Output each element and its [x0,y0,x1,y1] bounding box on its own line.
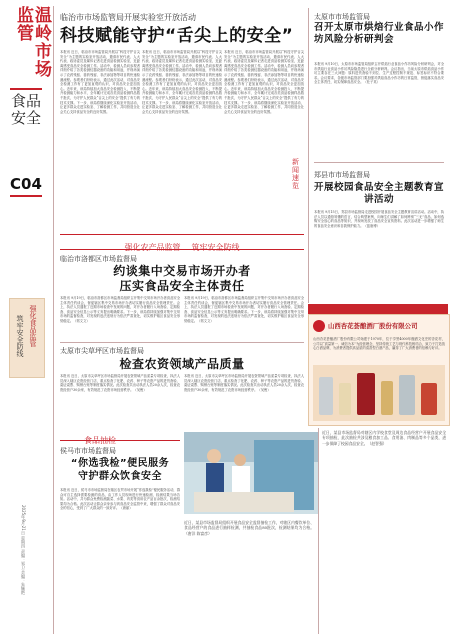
article6-headline: “你选我检”便民服务 [70,458,170,469]
masthead-title: 温岭市场监管 [13,6,51,78]
slogan-a: 强化食品监管 [29,305,37,347]
article6-headline2: 守护群众饮食安全 [78,471,162,482]
article2-kicker: 太原市市场监管局 [314,13,370,21]
article1-headline: 科技赋能守护“舌尖上的安全” [60,26,294,46]
section-title: 食品安全 [10,92,41,127]
section-strip [60,234,304,250]
article2-headline: 召开太原市烘焙行业食品小作坊风险分析研判会 [314,22,445,45]
article4-headline: 约谈集中交易市场开办者 [113,264,251,278]
edition-badge: C04 [10,176,42,197]
page-footer: 2025年9月21日 星期四 责编：邹卫 美编：朱毓艳 [21,505,26,595]
article4-kicker: 临治市洛都区市场监督局 [60,255,137,263]
article6-kicker: 侯马市市场监督局 [60,447,116,455]
article3-body: 本报讯 9月15日，郑县市场监督局走进校园开展食品安全主题教育宣讲活动。活动中，执法人员以通俗易懂的语言，结合典型案例，向师生们讲解了如何辨别“三无”食品、如何选购安全放心的食品等知识，并现场发放了食品安全宣传资料。此次活动进一步增强了师生的食品安全意识和自我保护能力。（蓝唐博） [314,210,444,228]
strip-right: 筑牢安全防线 [191,243,240,252]
brief-header [60,428,180,445]
ad-body: 山西杏花荟酿酒厂股份有限公司始建于1970年，位于享誉4000年酿酒文化史的杏花村，公司以“质量第一、诚信为本”为经营理念，坚持传统工艺与现代科技相结合，致力于打造放心白酒品牌，为消费者提供高品质的清香型白酒产品，赢得了广大消费者的信赖与好评。 [313,337,445,351]
article3-headline: 开展校园食品安全主题教育宣讲活动 [314,182,445,205]
inspection-photo [184,432,318,514]
article1-kicker: 临治市市场监管局开展实验室开放活动 [60,13,196,22]
strip-left: 强化农产品监管 [124,243,181,252]
news-flash-label: 新闻速览 [292,158,299,190]
section-name [10,88,42,127]
brief-col-1: 近日，某县市场监督局组织开展食品安全监督抽检工作，对辖区内餐饮单位、食品经营户的食品进行抽样检测，共抽检食品80批次，检测结果均为合格。（唐洋 陈富彦） [184,520,314,536]
brief-col-2: 近日，某县市场监督局对辖区内学校食堂及周边食品经营户开展食品安全专项抽检，此次抽检共涉及粮食加工品、食用油、肉制品等多个品类，进一步保障了校园食品安全。（赵智强） [322,430,446,446]
ad-banner [308,304,448,314]
article1-body: 本报讯 近日，临治市市场监管局开展以“科技守护舌尖安全”为主题的实验室开放活动，邀请市民代表、人大代表、政协委员及媒体记者走进食品检测实验室，近距离感受食品安全检测工作。活动中，检测人员向参观者详细介绍了各类检测仪器设备的功能和用途，并现场演示了农药残留、兽药残留、非法添加物等项目的快速检测流程。参观者们纷纷表示，通过此次活动，对食品安全检测工作有了更加直观的认识，对食品安全更加放心。近年来，该局持续加大食品安全检测投入，不断提升检测能力和水平，全年累计完成各类食品检测样品数千批次，为守护人民群众“舌尖上的安全”提供了有力的技术支撑。下一步，该局将继续深化实验室开放活动，让更多群众走进实验室、了解检测工作，共同营造全社会关心支持食品安全的良好氛围。 [60,50,140,114]
article4-body: 本报讯 9月19日，临治市洛都区市场监督局组织召开集中交易市场开办者食品安全主体责任约谈会，督促辖区集中交易市场开办者切实履行食品安全管理责任。会上，执法人员通报了近期市场检查中发现的问题，对开办者履行入场查验、定期检查、食品安全信息公示等义务提出明确要求。下一步，该局将持续加强对集中交易市场的监督检查，对发现的违法违规行为依法严肃查处，切实维护辖区食品安全形势稳定。（郭文文） [60,296,180,323]
article2-body: 本报讯 9月10日，太原市市场监管局组织召开烘焙行业食品小作坊风险分析研判会，对全市烘焙行业食品小作坊风险隐患进行全面分析研判。会议指出，当前太原市烘焙食品小作坊主要存在三大问题：原料进货查验不到位、生产过程控制不规范、标签标识不符合要求。会议要求，各级市场监管部门要加强对烘焙食品小作坊的日常监管，督促落实食品安全主体责任，切实保障食品安全。（杜子英） [314,62,444,85]
article6-body: 本报讯 近日，侯马市市场监督局在辖区农贸市场开展“你选我检”便民服务活动，群众可自主选择需要检测的食品，由工作人员现场进行快速检测，检测结果当场告知。活动中，共为群众免费检测蔬菜、水果、肉类等食用农产品百余批次，检测结果均为合格。此次活动让群众亲身参与到食品安全监管中来，增强了群众对食品安全的信心，受到了广大群众的一致好评。（唐丽） [60,488,180,511]
article1-body-col2: 本报讯 近日，临治市市场监管局开展以“科技守护舌尖安全”为主题的实验室开放活动，邀请市民代表、人大代表、政协委员及媒体记者走进食品检测实验室，近距离感受食品安全检测工作。活动中，检测人员向参观者详细介绍了各类检测仪器设备的功能和用途，并现场演示了农药残留、兽药残留、非法添加物等项目的快速检测流程。参观者们纷纷表示，通过此次活动，对食品安全检测工作有了更加直观的认识，对食品安全更加放心。近年来，该局持续加大食品安全检测投入，不断提升检测能力和水平，全年累计完成各类食品检测样品数千批次，为守护人民群众“舌尖上的安全”提供了有力的技术支撑。下一步，该局将继续深化实验室开放活动，让更多群众走进实验室、了解检测工作，共同营造全社会关心支持食品安全的良好氛围。 [142,50,222,114]
ad-products-image [313,365,445,421]
article5-headline: 检查农资领域产品质量 [119,357,245,371]
article4-body-col2: 本报讯 9月19日，临治市洛都区市场监督局组织召开集中交易市场开办者食品安全主体责任约谈会，督促辖区集中交易市场开办者切实履行食品安全管理责任。会上，执法人员通报了近期市场检查中发现的问题，对开办者履行入场查验、定期检查、食品安全信息公示等义务提出明确要求。下一步，该局将持续加强对集中交易市场的监督检查，对发现的违法违规行为依法严肃查处，切实维护辖区食品安全形势稳定。（郭文文） [184,296,304,323]
brief-label: 食品抽检 [84,436,116,445]
ad-panel [308,314,450,426]
article5-body-col2: 本报讯 近日，太原市尖草坪区市场监督局开展农资领域产品质量专项检查，执法人员深入辖区农资经营门店，重点检查了化肥、农药、种子等农资产品的进货查验、索证索票、购销台账等制度落实情况。此次检查共出动执法人员20余人次，检查农资经营户30余家，有效规范了农资市场经营秩序。（吴俊） [184,374,304,392]
slogan-b: 筑牢安全防线 [16,315,24,357]
article5-kicker: 太原市尖草坪区市场监督局 [60,347,144,355]
article4-headline2: 压实食品安全主体责任 [119,279,245,293]
sidebar-slogan [9,298,45,378]
ad-company: 山西杏花荟酿酒厂股份有限公司 [328,322,418,330]
article1-body-col3: 本报讯 近日，临治市市场监管局开展以“科技守护舌尖安全”为主题的实验室开放活动，邀请市民代表、人大代表、政协委员及媒体记者走进食品检测实验室，近距离感受食品安全检测工作。活动中，检测人员向参观者详细介绍了各类检测仪器设备的功能和用途，并现场演示了农药残留、兽药残留、非法添加物等项目的快速检测流程。参观者们纷纷表示，通过此次活动，对食品安全检测工作有了更加直观的认识，对食品安全更加放心。近年来，该局持续加大食品安全检测投入，不断提升检测能力和水平，全年累计完成各类食品检测样品数千批次，为守护人民群众“舌尖上的安全”提供了有力的技术支撑。下一步，该局将继续深化实验室开放活动，让更多群众走进实验室、了解检测工作，共同营造全社会关心支持食品安全的良好氛围。 [224,50,304,114]
article3-kicker: 郑县市市场监督局 [314,171,370,179]
article5-body: 本报讯 近日，太原市尖草坪区市场监督局开展农资领域产品质量专项检查，执法人员深入辖区农资经营门店，重点检查了化肥、农药、种子等农资产品的进货查验、索证索票、购销台账等制度落实情况。此次检查共出动执法人员20余人次，检查农资经营户30余家，有效规范了农资市场经营秩序。（吴俊） [60,374,180,392]
ad-logo-icon [313,320,325,332]
